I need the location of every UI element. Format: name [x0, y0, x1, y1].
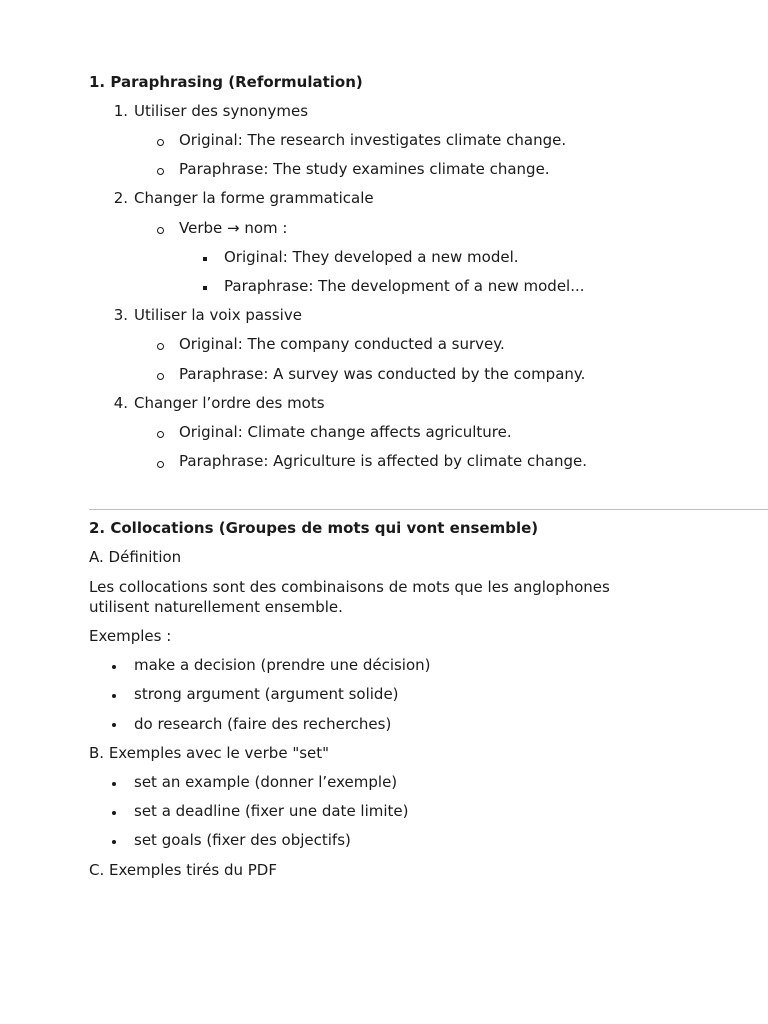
- list-number: 2.: [113, 189, 128, 207]
- list-item-label: Changer l’ordre des mots: [134, 394, 325, 412]
- list-item: set goals (fixer des objectifs): [134, 831, 351, 849]
- disc-bullet-icon: [112, 811, 116, 815]
- section-divider: [89, 509, 768, 510]
- definition-text-line2: utilisent naturellement ensemble.: [89, 598, 343, 616]
- disc-bullet-icon: [112, 665, 116, 669]
- subsection-c-heading: C. Exemples tirés du PDF: [89, 861, 277, 879]
- disc-bullet-icon: [112, 694, 116, 698]
- list-item: do research (faire des recherches): [134, 715, 392, 733]
- list-item-label: Changer la forme grammaticale: [134, 189, 374, 207]
- circle-bullet-icon: [157, 431, 164, 438]
- square-bullet-icon: [203, 257, 207, 261]
- disc-bullet-icon: [112, 782, 116, 786]
- circle-bullet-icon: [157, 168, 164, 175]
- list-subsubitem: Paraphrase: The development of a new model...: [224, 277, 585, 295]
- list-number: 1.: [113, 102, 128, 120]
- list-item: set an example (donner l’exemple): [134, 773, 398, 791]
- list-subitem: Original: Climate change affects agriculture.: [179, 423, 512, 441]
- list-item-label: Utiliser des synonymes: [134, 102, 309, 120]
- list-subitem: Paraphrase: A survey was conducted by the company.: [179, 365, 586, 383]
- circle-bullet-icon: [157, 227, 164, 234]
- list-item: make a decision (prendre une décision): [134, 656, 431, 674]
- square-bullet-icon: [203, 286, 207, 290]
- circle-bullet-icon: [157, 343, 164, 350]
- circle-bullet-icon: [157, 373, 164, 380]
- subsection-b-heading: B. Exemples avec le verbe "set": [89, 744, 330, 762]
- list-item-label: Utiliser la voix passive: [134, 306, 302, 324]
- disc-bullet-icon: [112, 840, 116, 844]
- circle-bullet-icon: [157, 461, 164, 468]
- list-number: 4.: [113, 394, 128, 412]
- circle-bullet-icon: [157, 139, 164, 146]
- definition-text-line1: Les collocations sont des combinaisons de mots que les anglophones: [89, 578, 610, 596]
- disc-bullet-icon: [112, 723, 116, 727]
- list-subitem: Original: The research investigates climate change.: [179, 131, 567, 149]
- section1-heading: 1. Paraphrasing (Reformulation): [89, 73, 363, 91]
- list-subitem: Paraphrase: The study examines climate change.: [179, 160, 550, 178]
- list-subitem: Original: The company conducted a survey.: [179, 335, 505, 353]
- examples-label: Exemples :: [89, 627, 172, 645]
- list-item: set a deadline (fixer une date limite): [134, 802, 409, 820]
- list-item: strong argument (argument solide): [134, 685, 399, 703]
- list-subsubitem: Original: They developed a new model.: [224, 248, 519, 266]
- list-number: 3.: [113, 306, 128, 324]
- section2-heading: 2. Collocations (Groupes de mots qui vont ensemble): [89, 519, 539, 537]
- list-subitem: Verbe → nom :: [179, 219, 288, 237]
- subsection-a-heading: A. Définition: [89, 548, 182, 566]
- list-subitem: Paraphrase: Agriculture is affected by climate change.: [179, 452, 587, 470]
